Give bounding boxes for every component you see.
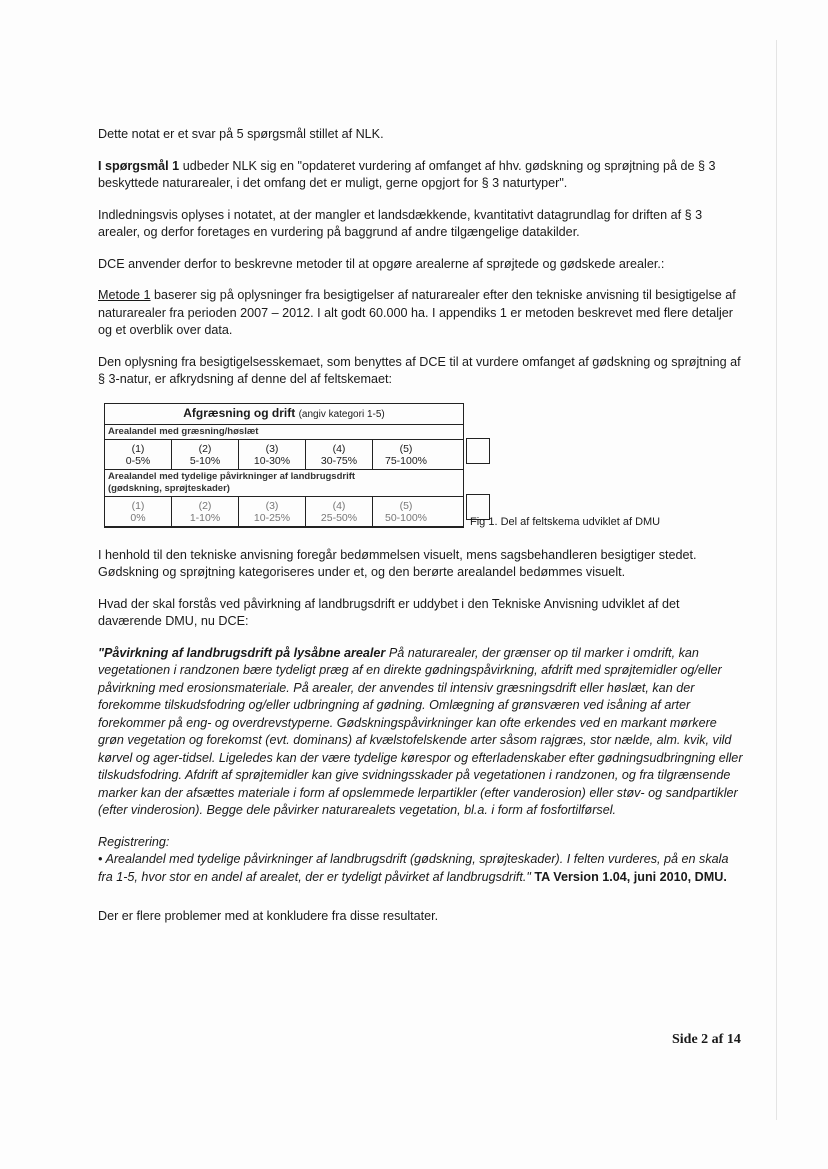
form-cell — [373, 497, 439, 526]
cell-range: 50-100% — [384, 511, 428, 524]
form-row-1-cells — [105, 440, 463, 470]
cell-number: (2) — [198, 442, 212, 455]
form-cell — [105, 440, 172, 469]
form-row-2-label-a: Arealandel med tydelige påvirkninger af landbrugsdrift — [108, 470, 356, 482]
form-cell — [105, 497, 172, 526]
quote-text: På naturarealer, der grænser op til marker i omdrift, kan vegetationen i randzonen bære tydeligt præg af en direkte gødningspåvirkning, afdrift med sprøjtemidler og/eller påvirkning med erosionsmateriale. På arealer, der anvendes til intensiv græsningsdrift eller høslæt, kan der forekomme tilskudsfodring og/eller udbringning af gødning. Omlægning af grønsværen ved isåning af arter forekommer på eng- og overdrevstyperne. Gødskningspåvirkninger kan ofte erkendes ved en markant mørkere grøn vegetation og forekomst (evt. dominans) af kvælstofelskende arter såsom rajgræs, stor nælde, alm. kvik, vild kørvel og ager-tidsel. Ligeledes kan der være tydelige kørespor og efterladenskaber efter gødningsudbringning eller tilskudsfodring. Afdrift af sprøjtemidler kan give svidningsskader på vegetationen i randzonen, og fra tilgrænsende marker kan der afsættes materiale i form af opslemmede lerpartikler (efter vanderosion) eller støv- og sandpartikler (efter vinderosion). Begge dele påvirker naturarealets vegetation, bl.a. i form af fosfortilførsel. — [98, 645, 743, 817]
figure-caption: Fig 1. Del af feltskema udviklet af DMU — [470, 515, 661, 528]
cell-number: (3) — [265, 442, 279, 455]
paragraph-question-1 — [98, 158, 746, 193]
registration-text: • Arealandel med tydelige påvirkninger af landbrugsdrift (gødskning, sprøjteskader). I felten vurderes, på en skala fra 1-5, hvor stor en andel af arealet, der er tydeligt påvirket af landbrugsdrift." — [98, 852, 729, 884]
document-body — [98, 126, 746, 940]
form-row-2-cells — [105, 497, 463, 527]
cell-number: (3) — [265, 499, 279, 512]
cell-range: 25-50% — [320, 511, 358, 524]
form-cell — [306, 440, 373, 469]
paragraph-introduction-note: Indledningsvis oplyses i notatet, at der mangler et landsdækkende, kvantitativt datagrundlag for driften af § 3 arealer, og derfor foretages en vurdering på baggrund af andre tilgængelige datakilder. — [98, 207, 703, 239]
method-1-text: baserer sig på oplysninger fra besigtigelser af naturarealer efter den tekniske anvisning til besigtigelse af naturarealer fra perioden 2007 – 2012. I alt godt 60.000 ha. I appendiks 1 er metoden beskrevet med flere detaljer og et overblik over data. — [98, 288, 736, 337]
paragraph-assessment: I henhold til den tekniske anvisning foregår bedømmelsen visuelt, mens sagsbehandleren besigtiger stedet. Gødskning og sprøjtning kategoriseres under et, og den berørte arealandel bedømmes visuelt. — [98, 547, 697, 579]
paragraph-methods: DCE anvender derfor to beskrevne metoder til at opgøre arealerne af sprøjtede og gødskede arealer.: — [98, 256, 665, 271]
form-cell — [306, 497, 373, 526]
paragraph-intro: Dette notat er et svar på 5 spørgsmål stillet af NLK. — [98, 127, 384, 141]
form-cell — [239, 440, 306, 469]
cell-range: 5-10% — [189, 454, 221, 467]
cell-number: (5) — [399, 442, 413, 455]
form-title-note: (angiv kategori 1-5) — [298, 408, 385, 420]
field-form-figure — [98, 403, 746, 535]
form-cell — [239, 497, 306, 526]
form-row-2-label-b: (gødskning, sprøjteskader) — [108, 482, 230, 494]
form-cell — [373, 440, 439, 469]
cell-number: (1) — [131, 442, 145, 455]
field-form — [104, 403, 464, 528]
cell-range: 10-30% — [253, 454, 291, 467]
cell-range: 0% — [130, 511, 146, 524]
question-1-lead: I spørgsmål 1 — [98, 158, 180, 173]
quote-heading: "Påvirkning af landbrugsdrift på lysåbne arealer — [98, 645, 386, 660]
cell-range: 10-25% — [253, 511, 291, 524]
form-row-1-label: Arealandel med græsning/høslæt — [105, 425, 463, 440]
form-title — [105, 404, 463, 425]
scan-edge-line — [776, 40, 777, 1120]
registration-title: Registrering: — [98, 834, 170, 849]
paragraph-definition-intro: Hvad der skal forstås ved påvirkning af landbrugsdrift er uddybet i den Tekniske Anvisning udviklet af det daværende DMU, nu DCE: — [98, 596, 680, 628]
form-cell — [172, 440, 239, 469]
quote-block — [98, 645, 746, 820]
form-row-2-label — [105, 470, 463, 497]
registration-block — [98, 834, 746, 887]
cell-range: 0-5% — [125, 454, 151, 467]
cell-number: (1) — [131, 499, 145, 512]
page-number: Side 2 af 14 — [672, 1032, 741, 1047]
cell-range: 1-10% — [189, 511, 221, 524]
cell-number: (4) — [332, 499, 346, 512]
cell-number: (2) — [198, 499, 212, 512]
cell-number: (5) — [399, 499, 413, 512]
cell-range: 75-100% — [384, 454, 428, 467]
registration-source: TA Version 1.04, juni 2010, DMU. — [530, 869, 727, 884]
paragraph-conclusion: Der er flere problemer med at konkludere fra disse resultater. — [98, 909, 439, 923]
method-1-lead: Metode 1 — [98, 288, 151, 302]
paragraph-method-1 — [98, 287, 746, 340]
cell-number: (4) — [332, 442, 346, 455]
form-checkbox-row-1 — [466, 438, 490, 464]
form-title-text: Afgræsning og drift — [183, 405, 296, 420]
question-1-text: udbeder NLK sig en "opdateret vurdering af omfanget af hhv. gødskning og sprøjtning på de § 3 beskyttede naturarealer, i det omfang det er muligt, gerne opgjort for § 3 naturtyper". — [98, 158, 716, 190]
form-cell — [172, 497, 239, 526]
paragraph-form-intro: Den oplysning fra besigtigelsesskemaet, som benyttes af DCE til at vurdere omfanget af gødskning og sprøjtning af § 3-natur, er afkrydsning af denne del af feltskemaet: — [98, 354, 741, 386]
cell-range: 30-75% — [320, 454, 358, 467]
